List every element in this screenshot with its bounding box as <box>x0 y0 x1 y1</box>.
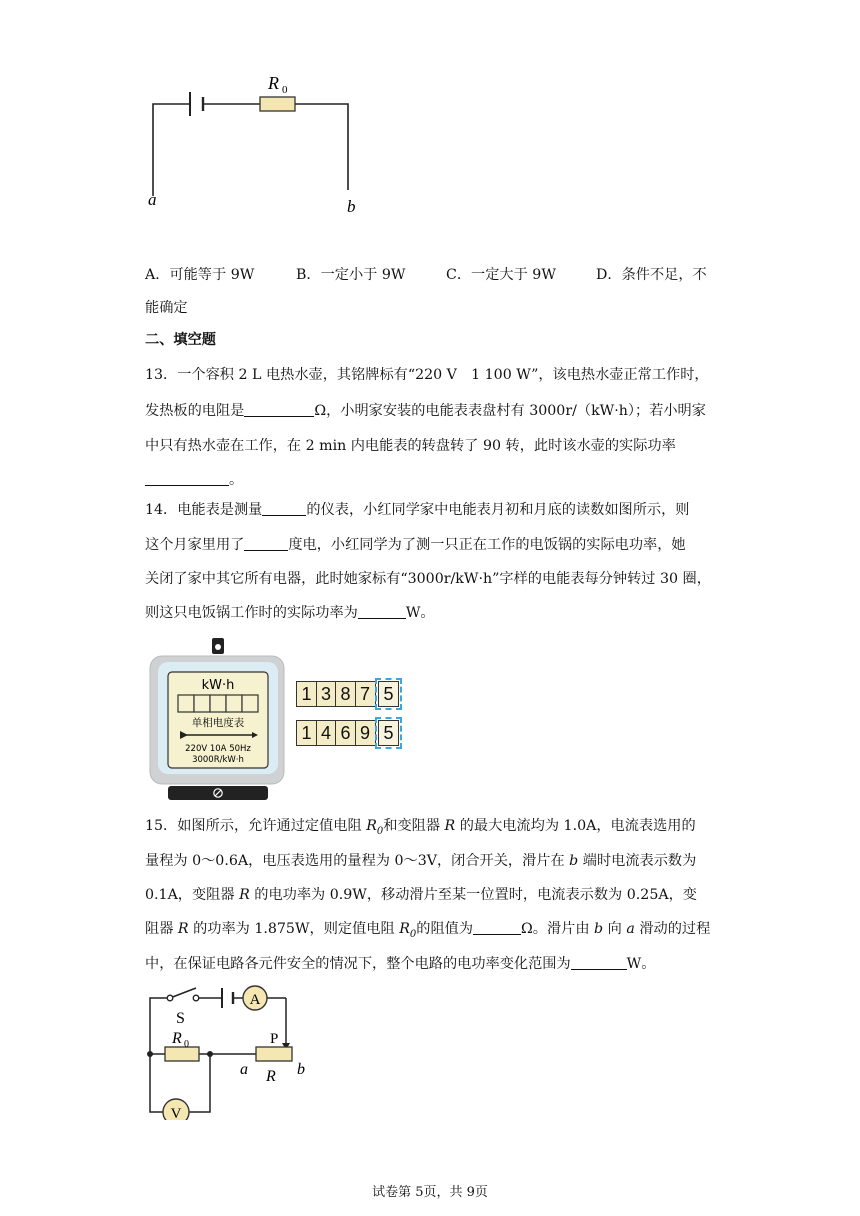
reading-decimal-digit: 5 <box>378 720 399 746</box>
reading-digit: 8 <box>335 681 356 707</box>
option-d-continued: 能确定 <box>145 300 188 316</box>
meter-spec-line1: 220V 10A 50Hz <box>185 744 251 754</box>
q15-line3: 0.1A，变阻器 R 的电功率为 0.9W，移动滑片至某一位置时，电流表示数为 0.25A，变 <box>145 887 697 903</box>
reading-digit: 1 <box>296 720 317 746</box>
q15-line1: 15．如图所示，允许通过定值电阻 $R_0$和变阻器 R 的最大电流均为 1.0A，电流表选用的 <box>145 818 696 837</box>
rheostat-r-label: R <box>266 1068 276 1085</box>
option-a: A．可能等于 9W <box>145 267 255 283</box>
switch-label: S <box>176 1010 185 1027</box>
page-footer: 试卷第 5页，共 9页 <box>372 1185 488 1200</box>
reading-month-start <box>296 681 398 707</box>
q15-line2: 量程为 0～0.6A，电压表选用的量程为 0～3V，闭合开关，滑片在 b 端时电流表示数为 <box>145 853 697 869</box>
meter-name-label: 单相电度表 <box>191 717 245 729</box>
q13-line1: 13．一个容积 2 L 电热水壶，其铭牌标有“220 V 1 100 W”，该电热水壶正常工作时， <box>145 367 709 383</box>
q15-line4: 阻器 R 的功率为 1.875W，则定值电阻 $R_0$的阻值为 Ω。滑片由 b 向 a 滑动的过程 <box>145 921 711 940</box>
terminal-a-label: a <box>148 190 157 209</box>
q14-line3: 关闭了家中其它所有电器，此时她家标有“3000r/kW·h”字样的电能表每分钟转过 30 圈， <box>145 571 711 587</box>
reading-digit: 6 <box>335 720 356 746</box>
q15-line5: 中，在保证电路各元件安全的情况下，整个电路的电功率变化范围为 W。 <box>145 956 656 972</box>
meter-spec-line2: 3000R/kW·h <box>192 755 244 765</box>
voltmeter-label: V <box>170 1106 182 1120</box>
option-d: D．条件不足，不 <box>596 267 707 283</box>
reading-digit: 9 <box>355 720 376 746</box>
q13-line4: 。 <box>145 470 243 490</box>
answer-blank[interactable] <box>262 500 306 516</box>
q14-line1: 14．电能表是测量 的仪表，小红同学家中电能表月初和月底的读数如图所示，则 <box>145 502 690 518</box>
r0-subscript: 0 <box>282 84 288 96</box>
q13-line3: 中只有热水壶在工作，在 2 min 内电能表的转盘转了 90 转，此时该水壶的实际功率 <box>145 438 676 454</box>
terminal-b-label: b <box>347 197 356 216</box>
q13-line2: 发热板的电阻是 Ω，小明家安装的电能表表盘村有 3000r/（kW·h）；若小明家 <box>145 403 706 419</box>
option-b: B．一定小于 9W <box>296 267 406 283</box>
terminal-b-label: b <box>297 1061 305 1078</box>
reading-digit: 4 <box>316 720 337 746</box>
r0-subscript: 0 <box>184 1039 189 1050</box>
ammeter-label: A <box>249 992 261 1008</box>
circuit-diagram-2 <box>140 980 320 1120</box>
answer-blank[interactable] <box>145 470 229 486</box>
reading-decimal-digit: 5 <box>378 681 399 707</box>
q14-line4: 则这只电饭锅工作时的实际功率为 W。 <box>145 605 435 621</box>
reading-digit: 3 <box>316 681 337 707</box>
slider-p-label: P <box>270 1031 279 1047</box>
section-header: 二、填空题 <box>145 332 216 348</box>
answer-blank[interactable] <box>244 535 288 551</box>
meter-unit-label: kW·h <box>201 678 235 693</box>
r0-label: R <box>268 73 279 93</box>
answer-blank[interactable] <box>358 603 406 619</box>
answer-blank[interactable] <box>244 401 314 417</box>
reading-month-end <box>296 720 398 746</box>
r0-label: R <box>172 1030 182 1047</box>
reading-digit: 1 <box>296 681 317 707</box>
option-c: C．一定大于 9W <box>446 267 556 283</box>
answer-blank[interactable] <box>571 954 627 970</box>
circuit-diagram-1 <box>140 64 370 224</box>
terminal-a-label: a <box>240 1061 248 1078</box>
answer-blank[interactable] <box>473 919 521 935</box>
q14-line2: 这个月家里用了 度电，小红同学为了测一只正在工作的电饭锅的实际电功率，她 <box>145 537 686 553</box>
electric-meter <box>148 636 288 804</box>
reading-digit: 7 <box>355 681 376 707</box>
